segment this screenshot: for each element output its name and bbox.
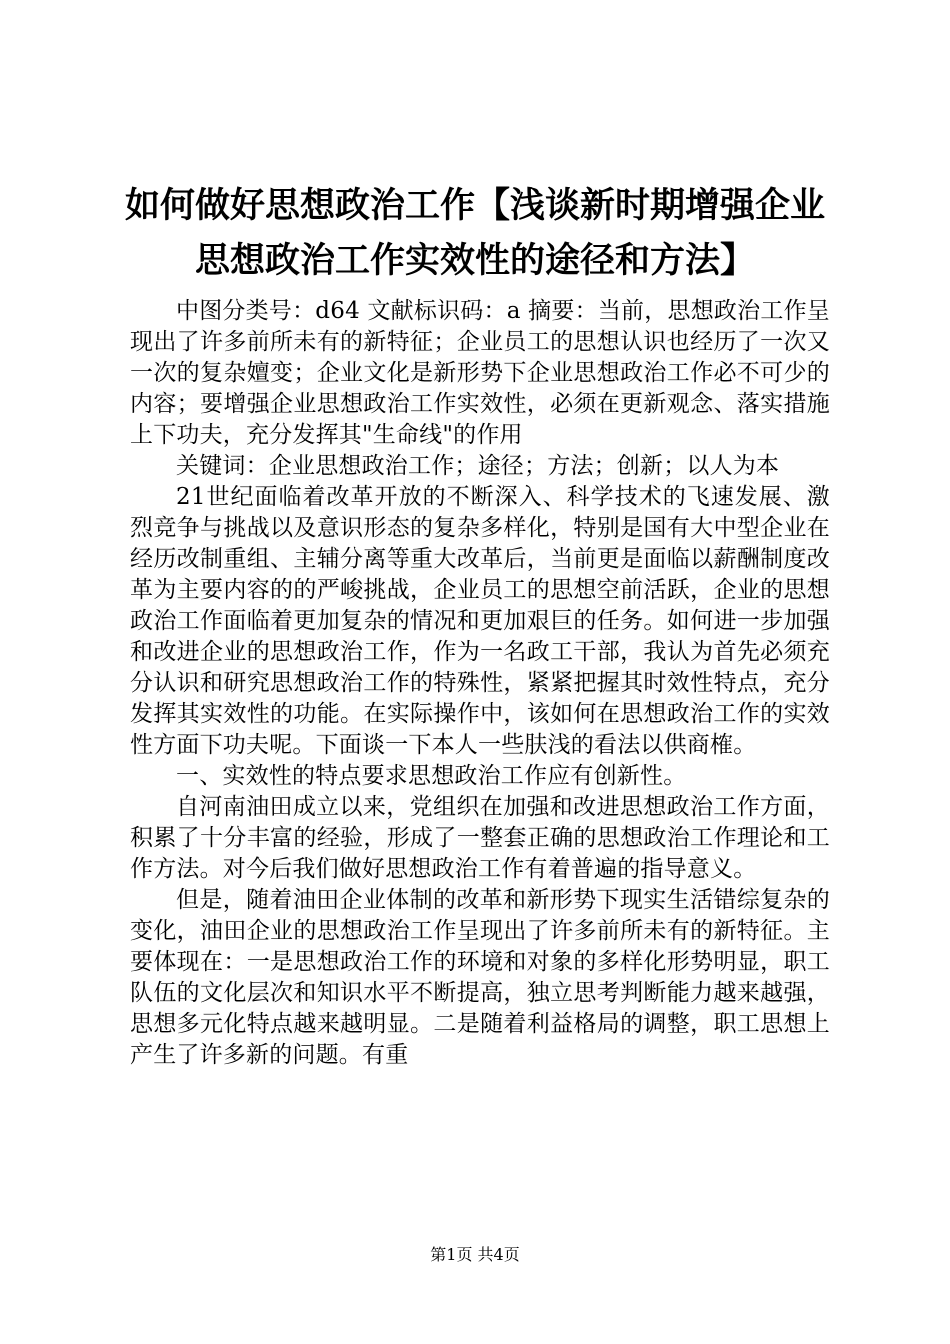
- body-paragraph: 但是，随着油田企业体制的改革和新形势下现实生活错综复杂的变化，油田企业的思想政治工作呈现出了许多前所未有的新特征。主要体现在：一是思想政治工作的环境和对象的多样化形势明显，职工队伍的文化层次和知识水平不断提高，独立思考判断能力越来越强，思想多元化特点越来越明显。二是随着利益格局的调整，职工思想上产生了许多新的问题。有重: [130, 887, 830, 1068]
- abstract-paragraph: 中图分类号：d64 文献标识码：a 摘要：当前，思想政治工作呈现出了许多前所未有的新特征；企业员工的思想认识也经历了一次又一次的复杂嬗变；企业文化是新形势下企业思想政治工作必不可少的内容；要增强企业思想政治工作实效性，必须在更新观念、落实措施上下功夫，充分发挥其"生命线"的作用: [130, 298, 830, 448]
- keywords-paragraph: 关键词：企业思想政治工作；途径；方法；创新；以人为本: [176, 453, 780, 479]
- section-heading: 一、实效性的特点要求思想政治工作应有创新性。: [176, 763, 687, 789]
- body-paragraph: 自河南油田成立以来，党组织在加强和改进思想政治工作方面，积累了十分丰富的经验，形成了一整套正确的思想政治工作理论和工作方法。对今后我们做好思想政治工作有着普遍的指导意义。: [130, 794, 830, 882]
- document-title: 如何做好思想政治工作【浅谈新时期增强企业思想政治工作实效性的途径和方法】: [124, 185, 825, 281]
- page-number-footer: 第1页 共4页: [430, 1245, 520, 1264]
- document-body: [130, 296, 830, 1071]
- body-paragraph: 21世纪面临着改革开放的不断深入、科学技术的飞速发展、激烈竞争与挑战以及意识形态的复杂多样化，特别是国有大中型企业在经历改制重组、主辅分离等重大改革后，当前更是面临以薪酬制度改革为主要内容的的严峻挑战，企业员工的思想空前活跃，企业的思想政治工作面临着更加复杂的情况和更加艰巨的任务。如何进一步加强和改进企业的思想政治工作，作为一名政工干部，我认为首先必须充分认识和研究思想政治工作的特殊性，紧紧把握其时效性特点，充分发挥其实效性的功能。在实际操作中，该如何在思想政治工作的实效性方面下功夫呢。下面谈一下本人一些肤浅的看法以供商榷。: [130, 484, 830, 758]
